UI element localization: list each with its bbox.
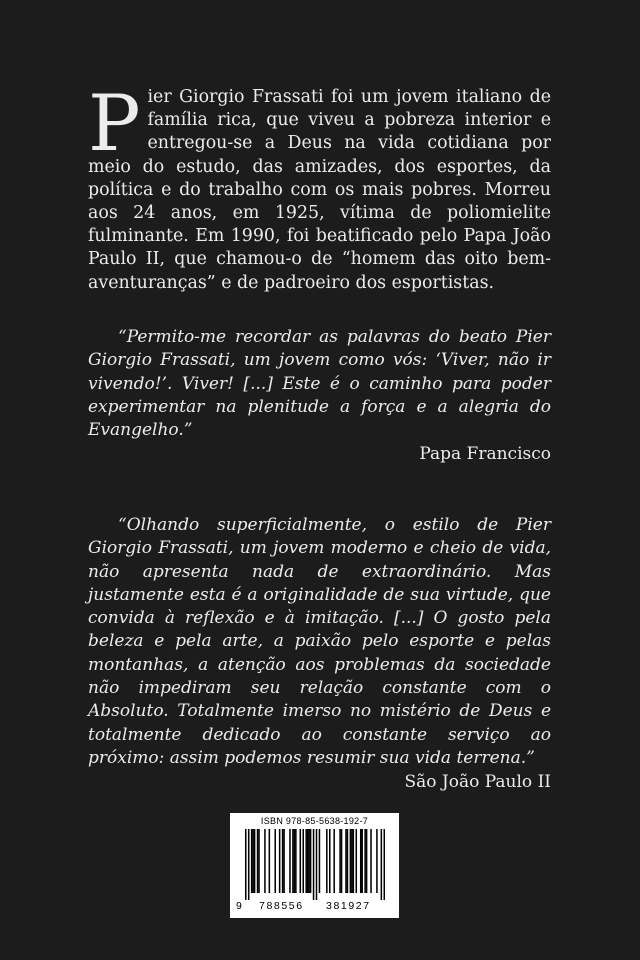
barcode-bar (370, 829, 372, 893)
barcode-bar (319, 829, 321, 893)
quote-block-1 (88, 326, 551, 466)
intro-text: ier Giorgio Frassati foi um jovem italiano de família rica, que viveu a pobreza interior e entregou-se a Deus na vida cotidiana por meio do estudo, das amizades, dos esportes, da política e do trabalho com os mais pobres. Morreu aos 24 anos, em 1925, vítima de poliomielite fulminante. Em 1990, foi beatificado pelo Papa João Paulo II, que chamou-o de “homem das oito bem-aventuranças” e de padroeiro dos esportistas. (88, 87, 551, 293)
barcode-bar (333, 829, 335, 893)
barcode-bar (360, 829, 362, 893)
barcode-bar (254, 829, 256, 893)
barcode-bar (305, 829, 307, 893)
drop-cap: P (88, 79, 141, 169)
barcode-bar (351, 829, 353, 893)
barcode-bar (326, 829, 328, 893)
barcode-bar (310, 829, 312, 893)
barcode-bar (381, 829, 383, 900)
barcode-digits (230, 900, 399, 914)
barcode-bar (376, 829, 378, 893)
barcode-bar (313, 829, 315, 900)
intro-paragraph (88, 79, 551, 295)
barcode-bar (251, 829, 253, 893)
quote-author-2: São João Paulo II (404, 772, 551, 793)
barcode-bar (341, 829, 343, 893)
barcode-bar (258, 829, 260, 893)
barcode-bar (264, 829, 266, 893)
barcode-bar (283, 829, 285, 893)
barcode-bar (361, 829, 363, 893)
barcode-bar (384, 829, 385, 900)
barcode-bar (302, 829, 304, 893)
barcode-bar (269, 829, 271, 893)
barcode-bar (347, 829, 349, 893)
barcode-bar (289, 829, 291, 893)
barcode-bar (248, 829, 250, 900)
barcode-bar (345, 829, 347, 893)
barcode-bar (279, 829, 281, 893)
barcode-bar (295, 829, 297, 893)
barcode-bar (353, 829, 355, 893)
barcode-bar (282, 829, 284, 893)
barcode-bar (356, 829, 358, 893)
barcode-bar (245, 829, 247, 900)
barcode-bar (257, 829, 259, 893)
barcode-bar (316, 829, 318, 900)
barcode-bar (308, 829, 310, 893)
quote-block-2 (88, 514, 551, 794)
barcode-bar (307, 829, 309, 893)
barcode-bar (350, 829, 352, 893)
barcode-bar (329, 829, 331, 893)
barcode-bar (252, 829, 254, 893)
barcode-bar (274, 829, 276, 893)
barcode-bar (300, 829, 302, 893)
isbn-label: ISBN 978-85-5638-192-7 (260, 816, 369, 826)
barcode-digit-first: 9 (236, 900, 242, 912)
barcode-bar (364, 829, 366, 893)
barcode-bar (292, 829, 294, 893)
quote-author-1: Papa Francisco (419, 444, 551, 465)
quote-text-2: “Olhando superficialmente, o estilo de Pier Giorgio Frassati, um jovem moderno e cheio de vida, não apresenta nada de extraordinário. Mas justamente esta é a originalidade de sua virtude, que convida à reflexão e à imitação. [...] O gosto pela beleza e pela arte, a paixão pelo esporte e pelas montanhas, a atenção aos problemas da sociedade não impediram seu relação constante com o Absoluto. Totalmente imerso no mistério de Deus e totalmente dedicado ao constante serviço ao próximo: assim podemos resumir sua vida terrena.” (88, 515, 551, 768)
quote-text-1: “Permito-me recordar as palavras do beato Pier Giorgio Frassati, um jovem como vós: ‘Viver, não ir vivendo!’. Viver! [...] Este é o caminho para poder experimentar na plenitude a força e a alegria do Evangelho.” (88, 327, 551, 441)
barcode-bar (294, 829, 296, 893)
barcode-bar (339, 829, 341, 893)
barcode-digits-right: 381927 (326, 900, 371, 912)
isbn-barcode (230, 813, 399, 918)
barcode-bar (366, 829, 368, 893)
barcode-digits-left: 788556 (259, 900, 304, 912)
barcode-bars (245, 829, 385, 900)
